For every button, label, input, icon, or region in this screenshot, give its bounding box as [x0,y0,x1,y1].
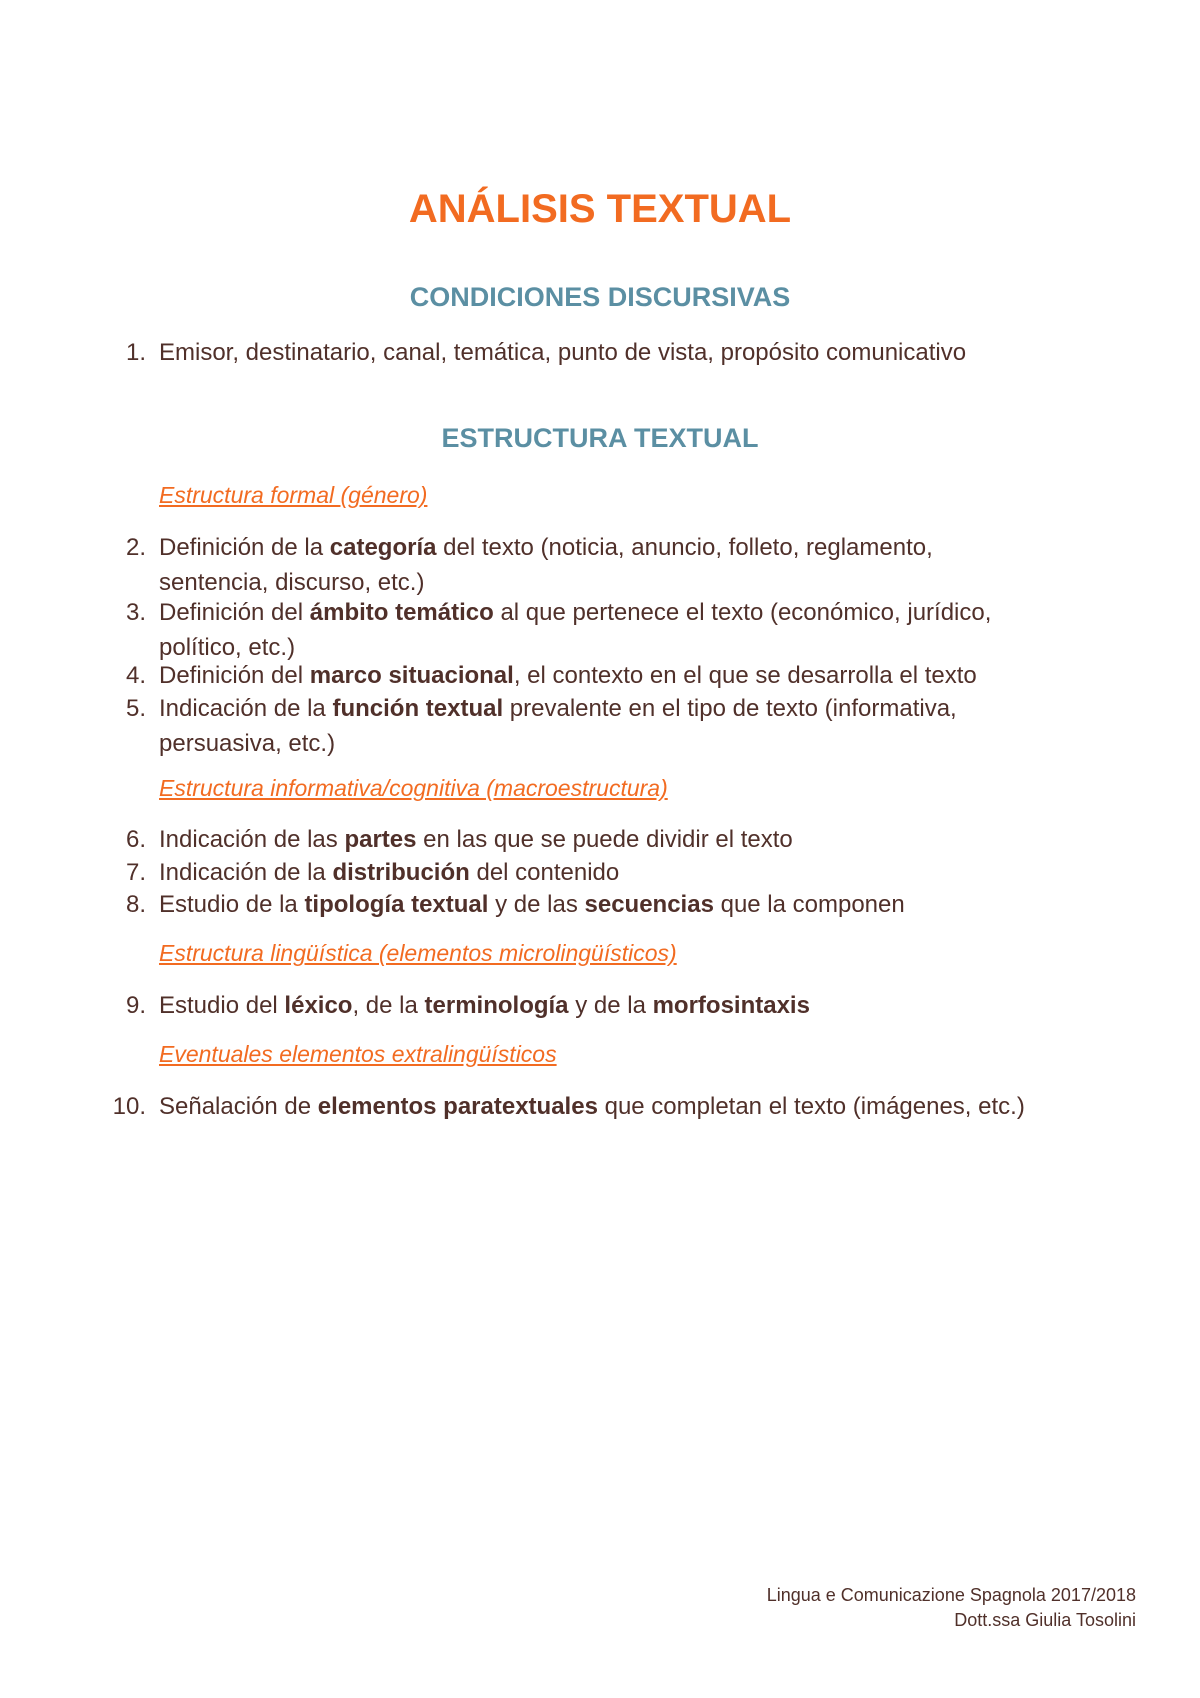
bold-term: elementos paratextuales [317,1093,598,1120]
list-item-text: Indicación de la función textual prevalente en el tipo de texto (informativa, persuasiva, etc.) [159,695,957,757]
list-number: 3. [125,599,146,626]
list-number: 4. [125,662,146,689]
footer [767,1583,1136,1633]
list-number: 5. [125,695,146,722]
list-item-text: Definición del ámbito temático al que pertenece el texto (económico, jurídico, político, etc.) [159,599,992,661]
bold-term: partes [344,826,417,853]
list-number: 6. [125,826,146,853]
bold-term: función textual [332,695,504,722]
list-number: 2. [125,534,146,561]
list-number: 8. [125,891,146,918]
section-heading-condiciones: CONDICIONES DISCURSIVAS [409,282,791,312]
bold-term: marco situacional [309,662,514,689]
list-item-text: Indicación de las partes en las que se puede dividir el texto [159,826,793,853]
subheading-estructura-formal: Estructura formal (género) [159,482,428,508]
footer-course: Lingua e Comunicazione Spagnola 2017/2018 [766,1585,1136,1605]
list-number: 1. [125,339,146,366]
list-item-text: Indicación de la distribución del contenido [159,859,620,886]
footer-author: Dott.ssa Giulia Tosolini [954,1610,1136,1630]
list-item-text: Estudio de la tipología textual y de las secuencias que la componen [159,891,905,918]
bold-term: distribución [332,859,470,886]
bold-term: categoría [329,534,437,561]
bold-term: tipología textual [304,891,489,918]
list-number: 10. [112,1093,146,1120]
subheading-estructura-linguistica: Estructura lingüística (elementos microlingüísticos) [159,940,677,966]
section-heading-estructura: ESTRUCTURA TEXTUAL [441,423,759,453]
bold-term: ámbito temático [309,599,494,626]
list-number: 9. [125,992,146,1019]
bold-term: morfosintaxis [652,992,810,1019]
list-item-text: Definición del marco situacional, el contexto en el que se desarrolla el texto [159,662,977,689]
list-item-text: Estudio del léxico, de la terminología y de la morfosintaxis [159,992,810,1019]
list-number: 7. [125,859,146,886]
document-title: ANÁLISIS TEXTUAL [408,187,792,231]
bold-term: terminología [424,992,569,1019]
subheading-elementos-extralinguisticos: Eventuales elementos extralingüísticos [159,1041,557,1067]
bold-term: léxico [284,992,353,1019]
list-item-text: Emisor, destinatario, canal, temática, punto de vista, propósito comunicativo [159,339,967,366]
list-item-text: Señalación de elementos paratextuales que completan el texto (imágenes, etc.) [159,1093,1025,1120]
subheading-estructura-informativa: Estructura informativa/cognitiva (macroestructura) [159,775,668,801]
list-item-text: Definición de la categoría del texto (noticia, anuncio, folleto, reglamento, sentencia, discurso, etc.) [159,534,933,596]
bold-term: secuencias [584,891,714,918]
